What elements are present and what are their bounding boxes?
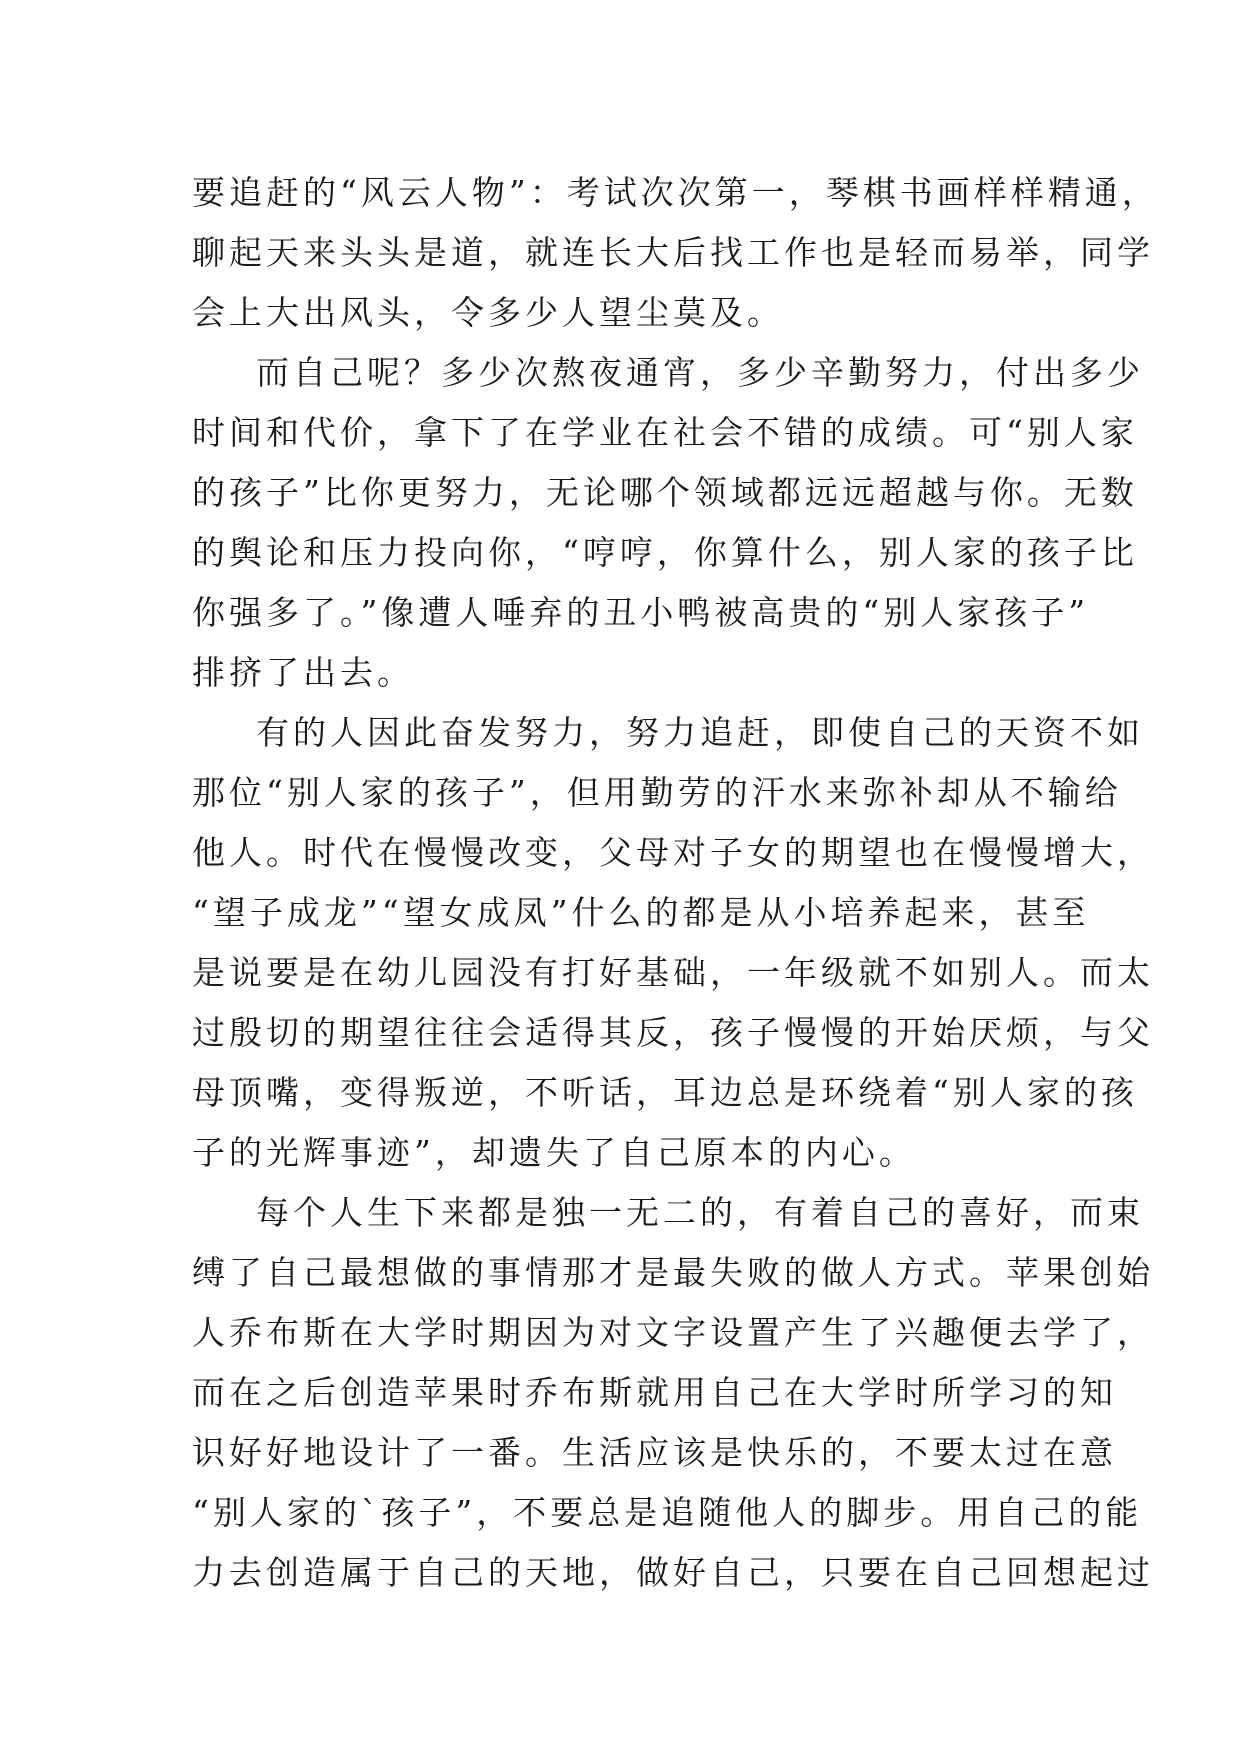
paragraph-first-line: 每个人生下来都是独一无二的，有着自己的喜好，而束 bbox=[256, 1193, 1144, 1232]
text-line: 力去创造属于自己的天地，做好自己，只要在自己回想起过 bbox=[192, 1553, 1154, 1592]
text-line: “别人家的`孩子”，不要总是追随他人的脚步。用自己的能 bbox=[192, 1493, 1143, 1532]
text-line: 子的光辉事迹”，却遗失了自己原本的内心。 bbox=[192, 1133, 916, 1172]
text-line: 会上大出风头，令多少人望尘莫及。 bbox=[192, 293, 784, 332]
text-line: 过殷切的期望往往会适得其反，孩子慢慢的开始厌烦，与父 bbox=[192, 1013, 1154, 1052]
text-line: 是说要是在幼儿园没有打好基础，一年级就不如别人。而太 bbox=[192, 953, 1154, 992]
text-line: 你强多了。”像遭人唾弃的丑小鸭被高贵的“别人家孩子” bbox=[192, 593, 1090, 632]
text-line: 聊起天来头头是道，就连长大后找工作也是轻而易举，同学 bbox=[192, 233, 1154, 272]
text-line: 时间和代价，拿下了在学业在社会不错的成绩。可“别人家 bbox=[192, 413, 1138, 452]
text-line: 的舆论和压力投向你，“哼哼，你算什么，别人家的孩子比 bbox=[192, 533, 1138, 572]
text-line: 人乔布斯在大学时期因为对文字设置产生了兴趣便去学了， bbox=[192, 1313, 1154, 1352]
text-line: 识好好地设计了一番。生活应该是快乐的，不要太过在意 bbox=[192, 1433, 1117, 1472]
text-line: 缚了自己最想做的事情那才是最失败的做人方式。苹果创始 bbox=[192, 1253, 1154, 1292]
text-line: 而在之后创造苹果时乔布斯就用自己在大学时所学习的知 bbox=[192, 1373, 1117, 1412]
text-line: 的孩子”比你更努力，无论哪个领域都远远超越与你。无数 bbox=[192, 473, 1138, 512]
text-line: 母顶嘴，变得叛逆，不听话，耳边总是环绕着“别人家的孩 bbox=[192, 1073, 1138, 1112]
text-line: 那位“别人家的孩子”，但用勤劳的汗水来弥补却从不输给 bbox=[192, 773, 1122, 812]
text-line: 要追赶的“风云人物”：考试次次第一，琴棋书画样样精通， bbox=[192, 173, 1159, 212]
paragraph-first-line: 而自己呢？多少次熬夜通宵，多少辛勤努力，付出多少 bbox=[256, 353, 1144, 392]
text-line: 他人。时代在慢慢改变，父母对子女的期望也在慢慢增大， bbox=[192, 833, 1154, 872]
text-line: 排挤了出去。 bbox=[192, 653, 414, 692]
paragraph-first-line: 有的人因此奋发努力，努力追赶，即使自己的天资不如 bbox=[256, 713, 1144, 752]
text-line: “望子成龙”“望女成凤”什么的都是从小培养起来，甚至 bbox=[192, 893, 1090, 932]
body-text bbox=[192, 163, 1159, 1603]
